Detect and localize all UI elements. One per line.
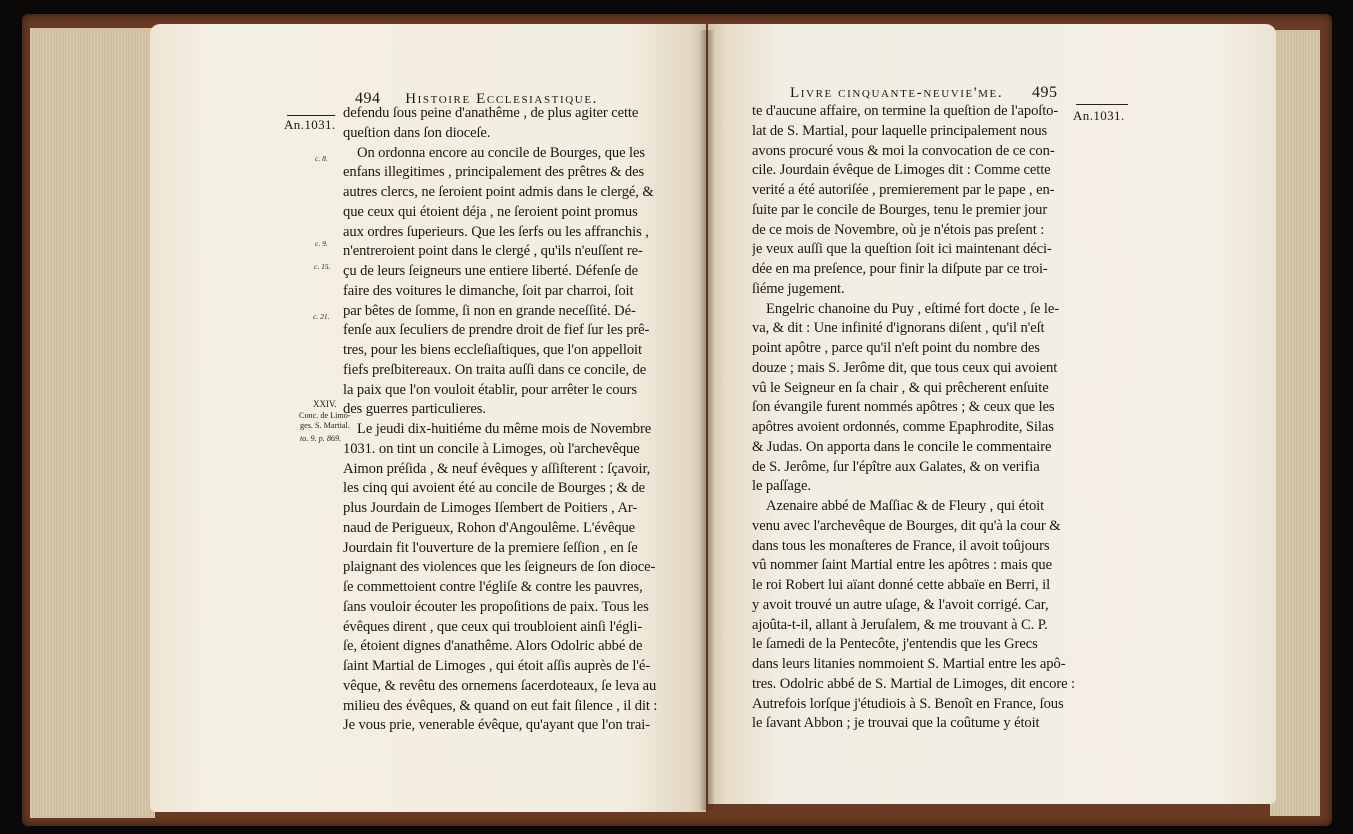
text-line: tres. Odolric abbé de S. Martial de Limoges, dit encore :	[752, 675, 1075, 692]
text-line: le paſſage.	[752, 478, 811, 495]
text-line: Le jeudi dix-huitiéme du même mois de Novembre	[357, 421, 652, 437]
text-line: de ce mois de Novembre, où je n'étois pas preſent :	[752, 221, 1045, 238]
text-line: Azenaire abbé de Maſſiac & de Fleury , qui étoit	[766, 498, 1045, 514]
text-line: fiefs preſbitereaux. On traita auſſi dans ce concile, de	[343, 361, 647, 378]
margin-note-c8: c. 8.	[315, 154, 328, 163]
text-line: Jourdain fit l'ouverture de la premiere ſeſſion , en ſe	[343, 539, 638, 556]
margin-note-c9: c. 9.	[315, 239, 328, 248]
text-line: dans leurs litanies nommoient S. Martial entre les apô-	[752, 656, 1066, 672]
text-line: vêque, & revêtu des ornemens ſacerdoteaux, ſe leva au	[343, 677, 657, 694]
text-line: autres clercs, ne ſeroient point admis dans le clergé, &	[343, 184, 654, 200]
sidenote-number: XXIV.	[313, 399, 337, 409]
text-line: ſe commettoient contre l'égliſe & contre les pauvres,	[343, 579, 643, 595]
text-line: tres, pour les biens eccleſiaſtiques, que l'on appelloit	[343, 342, 642, 358]
text-line: cile. Jourdain évêque de Limoges dit : Comme cette	[752, 162, 1051, 179]
right-page-number: 495	[1031, 84, 1058, 101]
text-line: ſiéme jugement.	[752, 280, 845, 297]
text-line: les cinq qui avoient été au concile de Bourges ; & de	[343, 480, 646, 497]
text-line: vû le Seigneur en ſa chair , & qui prêcherent enſuite	[752, 379, 1049, 396]
text-line: n'entreroient point dans le clergé , qu'ils n'euſſent re-	[343, 243, 643, 260]
text-line: douze ; mais S. Jerôme dit, que tous ceux qui avoient	[752, 359, 1058, 376]
left-running-head-title: Histoire Ecclesiastique.	[405, 91, 599, 107]
text-line: y avoit trouvé un autre uſage, & l'avoit corrigé. Car,	[752, 596, 1049, 613]
text-line: le ſavant Abbon ; je trouvai que la coûtume y étoit	[752, 715, 1040, 732]
text-line: de S. Jerôme, ſur l'épître aux Galates, & on verifia	[752, 458, 1040, 475]
left-year-rule	[287, 115, 335, 116]
text-line: ſuite par le concile de Bourges, tenu le premier jour	[752, 201, 1048, 218]
text-line: point apôtre , parce qu'il n'eſt point du nombre des	[752, 340, 1040, 356]
text-line: plus Jourdain de Limoges Iſembert de Poitiers , Ar-	[343, 500, 638, 516]
left-page-text	[343, 104, 688, 736]
margin-note-c15: c. 15.	[314, 262, 331, 271]
text-line: que ceux qui étoient déja , ne ſeroient point promus	[343, 203, 638, 220]
text-line: aux ordres ſuperieurs. Que les ſerfs ou les affranchis ,	[343, 223, 649, 240]
text-line: évêques dirent , que ceux qui troubloient ainſi l'égli-	[343, 618, 643, 635]
page-edges-right	[1270, 30, 1320, 816]
text-line: Engelric chanoine du Puy , eſtimé fort docte , ſe le-	[766, 300, 1059, 317]
right-page-text	[752, 102, 1104, 734]
text-line: verité a été autoriſée , premierement par le pape , en-	[752, 182, 1055, 198]
text-line: ajoûta-t-il, allant à Jeruſalem, & me trouvant à C. P.	[752, 616, 1048, 633]
text-line: va, & dit : Une infinité d'ignorans diſent , qu'il n'eſt	[752, 320, 1045, 337]
text-line: dée en ma preſence, pour finir la diſpute par ce troi-	[752, 261, 1048, 277]
right-running-head-title: Livre cinquante-neuvie'me.	[790, 85, 1004, 101]
text-line: des guerres particulieres.	[343, 401, 486, 418]
text-line: faire des voitures le dimanche, ſoit par charroi, ſoit	[343, 282, 634, 299]
text-line: vû nommer ſaint Martial entre les apôtres : mais que	[752, 557, 1052, 574]
book-gutter	[700, 30, 714, 810]
text-line: le roi Robert lui aïant donné cette abbaïe en Berri, il	[752, 577, 1051, 593]
text-line: naud de Perigueux, Rohon d'Angoulême. L'évêque	[343, 519, 636, 536]
text-line: fenſe aux ſeculiers de prendre droit de fief ſur les prê-	[343, 322, 650, 339]
sidenote-line-3: to. 9. p. 869.	[300, 434, 342, 443]
text-line: dans tous les monaſteres de France, il avoit toûjours	[752, 537, 1050, 554]
text-line: Aimon préſida , & neuf évêques y aſſiſterent : ſçavoir,	[343, 460, 651, 477]
text-line: lat de S. Martial, pour laquelle principalement nous	[752, 122, 1048, 139]
text-line: queſtion dans ſon dioceſe.	[343, 124, 491, 141]
text-line: 1031. on tint un concile à Limoges, où l'archevêque	[343, 440, 640, 457]
text-line: te d'aucune affaire, on termine la queſtion de l'apoſto-	[752, 103, 1059, 119]
left-year-label: An.1031.	[284, 117, 336, 132]
page-edges-left	[30, 28, 155, 818]
text-line: defendu ſous peine d'anathême , de plus agiter cette	[343, 105, 639, 121]
text-line: milieu des évêques, & quand on eut fait ſilence , il dit :	[343, 697, 658, 714]
margin-note-c21: c. 21.	[313, 312, 330, 321]
text-line: & Judas. On apporta dans le concile le commentaire	[752, 438, 1052, 455]
text-line: avons procuré vous & moi la convocation de ce con-	[752, 142, 1055, 159]
text-line: çu de leurs ſeigneurs une entiere liberté. Défenſe de	[343, 263, 638, 279]
text-line: ſe, étoient dignes d'anathême. Alors Odolric abbé de	[343, 638, 643, 655]
right-year-label: An.1031.	[1073, 108, 1125, 123]
text-line: apôtres avoient ordonnés, comme Epaphrodite, Silas	[752, 419, 1054, 435]
text-line: venu avec l'archevêque de Bourges, dit qu'à la cour &	[752, 517, 1061, 534]
sidenote-line-2: ges. S. Martial.	[300, 421, 350, 430]
left-page-number: 494	[355, 90, 381, 107]
text-line: plaignant des violences que les ſeigneurs de ſon dioce-	[343, 559, 656, 576]
text-line: On ordonna encore au concile de Bourges, que les	[357, 144, 645, 161]
text-line: la paix que l'on vouloit établir, pour arrêter le cours	[343, 381, 637, 398]
text-line: Je vous prie, venerable évêque, qu'ayant que l'on trai-	[343, 717, 650, 734]
right-running-head	[790, 84, 1057, 102]
text-line: le ſamedi de la Pentecôte, j'entendis que les Grecs	[752, 636, 1038, 653]
text-line: par bêtes de ſomme, ſi non en grande neceſſité. Dé-	[343, 302, 636, 319]
text-line: ſans vouloir écouter les propoſitions de paix. Tous les	[343, 598, 649, 615]
text-line: Autrefois lorſque j'étudiois à S. Benoît en France, ſous	[752, 695, 1064, 712]
text-line: ſaint Martial de Limoges , qui étoit aſſis auprès de l'é-	[343, 658, 650, 674]
text-line: ſon évangile furent nommés apôtres ; & ceux que les	[752, 399, 1055, 416]
text-line: je veux auſſi que la queſtion ſoit ici maintenant déci-	[752, 241, 1052, 258]
text-line: enfans illegitimes , principalement des prêtres & des	[343, 164, 645, 181]
sidenote-line-1: Conc. de Limo-	[299, 411, 351, 420]
